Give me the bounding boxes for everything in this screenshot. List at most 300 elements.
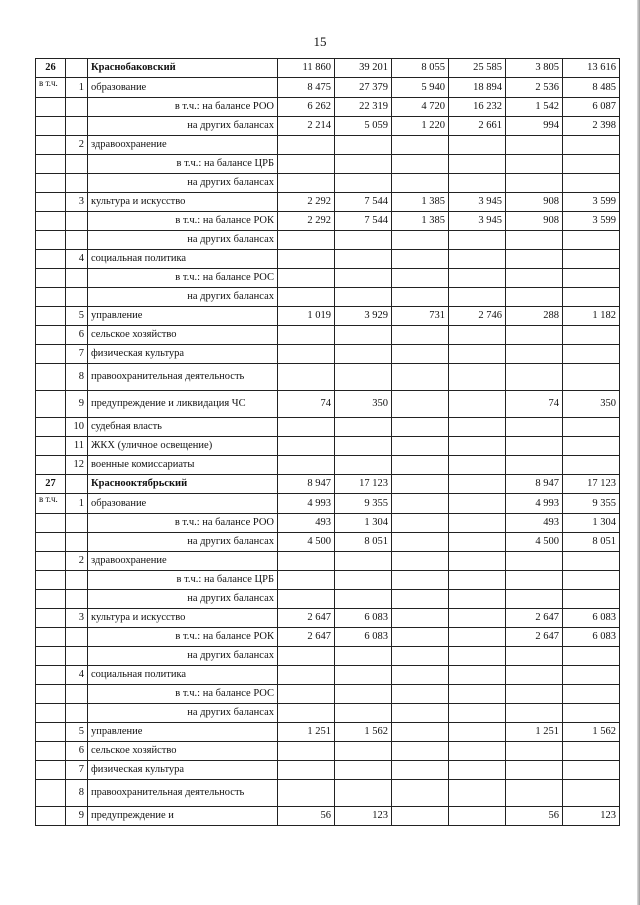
category-label: управление xyxy=(88,723,278,742)
value-cell-4: 16 232 xyxy=(449,98,506,117)
value-cell-4 xyxy=(449,609,506,628)
table-row xyxy=(36,59,620,78)
district-number xyxy=(36,590,66,609)
item-number xyxy=(66,533,88,552)
value-cell-3 xyxy=(392,723,449,742)
value-cell-3 xyxy=(392,807,449,826)
value-cell-6 xyxy=(563,418,620,437)
value-cell-4: 3 945 xyxy=(449,212,506,231)
value-cell-3 xyxy=(392,437,449,456)
category-label: правоохранительная деятельность xyxy=(88,780,278,807)
value-cell-2: 8 051 xyxy=(335,533,392,552)
district-number xyxy=(36,742,66,761)
district-number xyxy=(36,269,66,288)
value-cell-6 xyxy=(563,437,620,456)
district-number xyxy=(36,533,66,552)
value-cell-3 xyxy=(392,391,449,418)
value-cell-1: 4 993 xyxy=(278,494,335,514)
value-cell-3 xyxy=(392,742,449,761)
category-label: в т.ч.: на балансе РОО xyxy=(88,514,278,533)
category-label: на других балансах xyxy=(88,231,278,250)
value-cell-5: 74 xyxy=(506,391,563,418)
category-label: образование xyxy=(88,78,278,98)
value-cell-1: 8 475 xyxy=(278,78,335,98)
item-number xyxy=(66,475,88,494)
value-cell-1: 74 xyxy=(278,391,335,418)
value-cell-6 xyxy=(563,364,620,391)
value-cell-3 xyxy=(392,456,449,475)
item-number: 7 xyxy=(66,345,88,364)
table-row xyxy=(36,647,620,666)
value-cell-4 xyxy=(449,742,506,761)
value-cell-5: 3 805 xyxy=(506,59,563,78)
value-cell-1: 2 647 xyxy=(278,628,335,647)
category-label: в т.ч.: на балансе РОК xyxy=(88,628,278,647)
value-cell-4 xyxy=(449,494,506,514)
value-cell-2 xyxy=(335,780,392,807)
value-cell-3 xyxy=(392,571,449,590)
value-cell-3 xyxy=(392,231,449,250)
value-cell-5: 56 xyxy=(506,807,563,826)
table-row xyxy=(36,117,620,136)
value-cell-6 xyxy=(563,174,620,193)
item-number xyxy=(66,288,88,307)
value-cell-4: 25 585 xyxy=(449,59,506,78)
value-cell-1 xyxy=(278,552,335,571)
item-number xyxy=(66,269,88,288)
value-cell-1: 6 262 xyxy=(278,98,335,117)
category-label: социальная политика xyxy=(88,250,278,269)
budget-table xyxy=(35,58,620,826)
value-cell-5: 4 993 xyxy=(506,494,563,514)
value-cell-2: 1 304 xyxy=(335,514,392,533)
value-cell-5 xyxy=(506,288,563,307)
category-label: предупреждение и ликвидация ЧС xyxy=(88,391,278,418)
value-cell-5 xyxy=(506,552,563,571)
district-number xyxy=(36,174,66,193)
table-row xyxy=(36,78,620,98)
value-cell-3 xyxy=(392,174,449,193)
value-cell-2 xyxy=(335,647,392,666)
table-row xyxy=(36,590,620,609)
value-cell-1: 1 019 xyxy=(278,307,335,326)
value-cell-2 xyxy=(335,364,392,391)
category-label: здравоохранение xyxy=(88,552,278,571)
value-cell-1: 493 xyxy=(278,514,335,533)
table-row xyxy=(36,98,620,117)
table-row xyxy=(36,250,620,269)
district-number xyxy=(36,193,66,212)
category-label: правоохранительная деятельность xyxy=(88,364,278,391)
value-cell-4 xyxy=(449,723,506,742)
item-number: 9 xyxy=(66,807,88,826)
value-cell-6 xyxy=(563,250,620,269)
value-cell-6 xyxy=(563,761,620,780)
value-cell-3: 8 055 xyxy=(392,59,449,78)
district-number xyxy=(36,364,66,391)
value-cell-1 xyxy=(278,437,335,456)
value-cell-1 xyxy=(278,364,335,391)
category-label: сельское хозяйство xyxy=(88,742,278,761)
category-label: в т.ч.: на балансе ЦРБ xyxy=(88,571,278,590)
table-row xyxy=(36,269,620,288)
value-cell-4 xyxy=(449,685,506,704)
category-label: в т.ч.: на балансе РОО xyxy=(88,98,278,117)
value-cell-3 xyxy=(392,590,449,609)
value-cell-5: 908 xyxy=(506,193,563,212)
value-cell-6: 3 599 xyxy=(563,212,620,231)
value-cell-3 xyxy=(392,326,449,345)
category-label: на других балансах xyxy=(88,704,278,723)
value-cell-6 xyxy=(563,155,620,174)
value-cell-6 xyxy=(563,590,620,609)
category-label: в т.ч.: на балансе РОС xyxy=(88,269,278,288)
value-cell-4: 18 894 xyxy=(449,78,506,98)
value-cell-4 xyxy=(449,533,506,552)
value-cell-6: 17 123 xyxy=(563,475,620,494)
district-number xyxy=(36,571,66,590)
value-cell-5 xyxy=(506,231,563,250)
value-cell-6: 13 616 xyxy=(563,59,620,78)
category-label: ЖКХ (уличное освещение) xyxy=(88,437,278,456)
category-label: на других балансах xyxy=(88,288,278,307)
item-number xyxy=(66,628,88,647)
district-name: Краснооктябрьский xyxy=(88,475,278,494)
value-cell-4 xyxy=(449,647,506,666)
value-cell-6 xyxy=(563,552,620,571)
value-cell-5: 2 647 xyxy=(506,628,563,647)
district-number xyxy=(36,391,66,418)
value-cell-2 xyxy=(335,174,392,193)
value-cell-6 xyxy=(563,456,620,475)
category-label: судебная власть xyxy=(88,418,278,437)
value-cell-6 xyxy=(563,685,620,704)
district-number xyxy=(36,666,66,685)
value-cell-2: 17 123 xyxy=(335,475,392,494)
district-number xyxy=(36,250,66,269)
value-cell-1 xyxy=(278,456,335,475)
value-cell-5 xyxy=(506,326,563,345)
value-cell-4 xyxy=(449,552,506,571)
value-cell-4 xyxy=(449,628,506,647)
table-row xyxy=(36,136,620,155)
value-cell-3: 731 xyxy=(392,307,449,326)
category-label: на других балансах xyxy=(88,590,278,609)
category-label: на других балансах xyxy=(88,174,278,193)
item-number: 5 xyxy=(66,307,88,326)
value-cell-5 xyxy=(506,456,563,475)
value-cell-5 xyxy=(506,571,563,590)
table-row xyxy=(36,307,620,326)
item-number xyxy=(66,590,88,609)
value-cell-4: 2 746 xyxy=(449,307,506,326)
item-number: 10 xyxy=(66,418,88,437)
value-cell-4 xyxy=(449,155,506,174)
district-number: 26 xyxy=(36,59,66,78)
value-cell-3 xyxy=(392,250,449,269)
value-cell-1 xyxy=(278,326,335,345)
item-number: 8 xyxy=(66,364,88,391)
value-cell-2 xyxy=(335,437,392,456)
value-cell-5: 1 251 xyxy=(506,723,563,742)
value-cell-6: 6 087 xyxy=(563,98,620,117)
value-cell-5: 2 536 xyxy=(506,78,563,98)
category-label: в т.ч.: на балансе ЦРБ xyxy=(88,155,278,174)
category-label: военные комиссариаты xyxy=(88,456,278,475)
including-marker: в т.ч. xyxy=(36,78,66,98)
district-number xyxy=(36,685,66,704)
value-cell-4 xyxy=(449,345,506,364)
table-row xyxy=(36,231,620,250)
value-cell-4 xyxy=(449,231,506,250)
value-cell-5 xyxy=(506,269,563,288)
value-cell-4 xyxy=(449,761,506,780)
value-cell-1 xyxy=(278,136,335,155)
value-cell-2: 7 544 xyxy=(335,212,392,231)
value-cell-6 xyxy=(563,269,620,288)
value-cell-1 xyxy=(278,345,335,364)
value-cell-6: 1 562 xyxy=(563,723,620,742)
value-cell-3 xyxy=(392,685,449,704)
item-number: 2 xyxy=(66,552,88,571)
value-cell-4 xyxy=(449,174,506,193)
value-cell-2: 6 083 xyxy=(335,628,392,647)
table-row xyxy=(36,807,620,826)
district-name: Краснобаковский xyxy=(88,59,278,78)
value-cell-2 xyxy=(335,571,392,590)
value-cell-4 xyxy=(449,704,506,723)
item-number: 3 xyxy=(66,609,88,628)
value-cell-2 xyxy=(335,552,392,571)
value-cell-6: 6 083 xyxy=(563,609,620,628)
value-cell-4 xyxy=(449,475,506,494)
value-cell-6: 2 398 xyxy=(563,117,620,136)
item-number xyxy=(66,571,88,590)
value-cell-3 xyxy=(392,780,449,807)
table-row xyxy=(36,533,620,552)
item-number: 2 xyxy=(66,136,88,155)
item-number: 8 xyxy=(66,780,88,807)
item-number: 4 xyxy=(66,250,88,269)
value-cell-2: 123 xyxy=(335,807,392,826)
value-cell-5: 493 xyxy=(506,514,563,533)
table-row xyxy=(36,514,620,533)
value-cell-1 xyxy=(278,418,335,437)
value-cell-1 xyxy=(278,155,335,174)
table-row xyxy=(36,193,620,212)
category-label: сельское хозяйство xyxy=(88,326,278,345)
district-number xyxy=(36,98,66,117)
value-cell-4 xyxy=(449,807,506,826)
value-cell-1: 2 214 xyxy=(278,117,335,136)
value-cell-1 xyxy=(278,231,335,250)
item-number: 7 xyxy=(66,761,88,780)
value-cell-5 xyxy=(506,780,563,807)
table-row xyxy=(36,780,620,807)
value-cell-3: 1 385 xyxy=(392,212,449,231)
value-cell-3 xyxy=(392,761,449,780)
category-label: на других балансах xyxy=(88,647,278,666)
value-cell-3 xyxy=(392,364,449,391)
value-cell-6: 9 355 xyxy=(563,494,620,514)
value-cell-4 xyxy=(449,514,506,533)
value-cell-2 xyxy=(335,761,392,780)
district-number xyxy=(36,761,66,780)
value-cell-4 xyxy=(449,326,506,345)
table-row xyxy=(36,723,620,742)
value-cell-6: 1 304 xyxy=(563,514,620,533)
value-cell-1: 2 292 xyxy=(278,193,335,212)
table-row xyxy=(36,364,620,391)
item-number xyxy=(66,117,88,136)
value-cell-6: 6 083 xyxy=(563,628,620,647)
including-marker: в т.ч. xyxy=(36,494,66,514)
table-row xyxy=(36,552,620,571)
table-row xyxy=(36,212,620,231)
district-number xyxy=(36,609,66,628)
value-cell-5 xyxy=(506,345,563,364)
value-cell-6 xyxy=(563,288,620,307)
value-cell-6 xyxy=(563,231,620,250)
value-cell-2 xyxy=(335,685,392,704)
value-cell-1 xyxy=(278,288,335,307)
value-cell-6: 3 599 xyxy=(563,193,620,212)
value-cell-6 xyxy=(563,742,620,761)
value-cell-3 xyxy=(392,704,449,723)
category-label: культура и искусство xyxy=(88,609,278,628)
value-cell-6 xyxy=(563,326,620,345)
value-cell-6 xyxy=(563,345,620,364)
table-row xyxy=(36,628,620,647)
value-cell-2 xyxy=(335,345,392,364)
table-row xyxy=(36,761,620,780)
value-cell-2 xyxy=(335,136,392,155)
district-number xyxy=(36,456,66,475)
district-number xyxy=(36,136,66,155)
district-number: 27 xyxy=(36,475,66,494)
value-cell-3 xyxy=(392,647,449,666)
value-cell-3 xyxy=(392,494,449,514)
category-label: на других балансах xyxy=(88,117,278,136)
item-number: 4 xyxy=(66,666,88,685)
value-cell-5 xyxy=(506,666,563,685)
value-cell-1 xyxy=(278,647,335,666)
value-cell-5 xyxy=(506,155,563,174)
table-row xyxy=(36,391,620,418)
item-number xyxy=(66,685,88,704)
item-number xyxy=(66,212,88,231)
value-cell-1: 8 947 xyxy=(278,475,335,494)
value-cell-2 xyxy=(335,288,392,307)
district-number xyxy=(36,288,66,307)
value-cell-3 xyxy=(392,533,449,552)
district-number xyxy=(36,345,66,364)
category-label: в т.ч.: на балансе РОС xyxy=(88,685,278,704)
value-cell-4 xyxy=(449,288,506,307)
district-number xyxy=(36,780,66,807)
value-cell-6 xyxy=(563,780,620,807)
value-cell-6 xyxy=(563,704,620,723)
district-number xyxy=(36,418,66,437)
value-cell-5 xyxy=(506,250,563,269)
table-row xyxy=(36,666,620,685)
category-label: на других балансах xyxy=(88,533,278,552)
value-cell-4 xyxy=(449,666,506,685)
district-number xyxy=(36,155,66,174)
value-cell-2: 9 355 xyxy=(335,494,392,514)
value-cell-1: 4 500 xyxy=(278,533,335,552)
value-cell-1 xyxy=(278,590,335,609)
value-cell-4 xyxy=(449,590,506,609)
value-cell-5 xyxy=(506,685,563,704)
category-label: образование xyxy=(88,494,278,514)
district-number xyxy=(36,514,66,533)
district-number xyxy=(36,552,66,571)
district-number xyxy=(36,628,66,647)
table-row xyxy=(36,456,620,475)
table-row xyxy=(36,494,620,514)
value-cell-5: 994 xyxy=(506,117,563,136)
value-cell-2: 1 562 xyxy=(335,723,392,742)
value-cell-3 xyxy=(392,418,449,437)
value-cell-2 xyxy=(335,418,392,437)
item-number: 11 xyxy=(66,437,88,456)
item-number: 12 xyxy=(66,456,88,475)
table-row xyxy=(36,609,620,628)
value-cell-2: 7 544 xyxy=(335,193,392,212)
value-cell-1 xyxy=(278,780,335,807)
table-row xyxy=(36,437,620,456)
item-number xyxy=(66,155,88,174)
district-number xyxy=(36,212,66,231)
item-number: 5 xyxy=(66,723,88,742)
value-cell-1 xyxy=(278,269,335,288)
value-cell-3 xyxy=(392,288,449,307)
category-label: физическая культура xyxy=(88,761,278,780)
value-cell-5 xyxy=(506,590,563,609)
value-cell-6: 350 xyxy=(563,391,620,418)
district-number xyxy=(36,307,66,326)
district-number xyxy=(36,704,66,723)
table-row xyxy=(36,742,620,761)
value-cell-2: 6 083 xyxy=(335,609,392,628)
value-cell-6 xyxy=(563,136,620,155)
value-cell-3 xyxy=(392,345,449,364)
value-cell-1 xyxy=(278,742,335,761)
value-cell-2 xyxy=(335,742,392,761)
value-cell-5: 908 xyxy=(506,212,563,231)
value-cell-4 xyxy=(449,418,506,437)
value-cell-5: 8 947 xyxy=(506,475,563,494)
item-number xyxy=(66,704,88,723)
item-number xyxy=(66,174,88,193)
value-cell-2: 39 201 xyxy=(335,59,392,78)
value-cell-2: 27 379 xyxy=(335,78,392,98)
value-cell-3 xyxy=(392,552,449,571)
value-cell-6 xyxy=(563,571,620,590)
value-cell-5 xyxy=(506,364,563,391)
value-cell-4 xyxy=(449,456,506,475)
category-label: физическая культура xyxy=(88,345,278,364)
value-cell-3 xyxy=(392,628,449,647)
district-number xyxy=(36,437,66,456)
table-row xyxy=(36,155,620,174)
value-cell-1 xyxy=(278,250,335,269)
value-cell-6 xyxy=(563,647,620,666)
district-number xyxy=(36,326,66,345)
value-cell-3: 5 940 xyxy=(392,78,449,98)
value-cell-4 xyxy=(449,136,506,155)
